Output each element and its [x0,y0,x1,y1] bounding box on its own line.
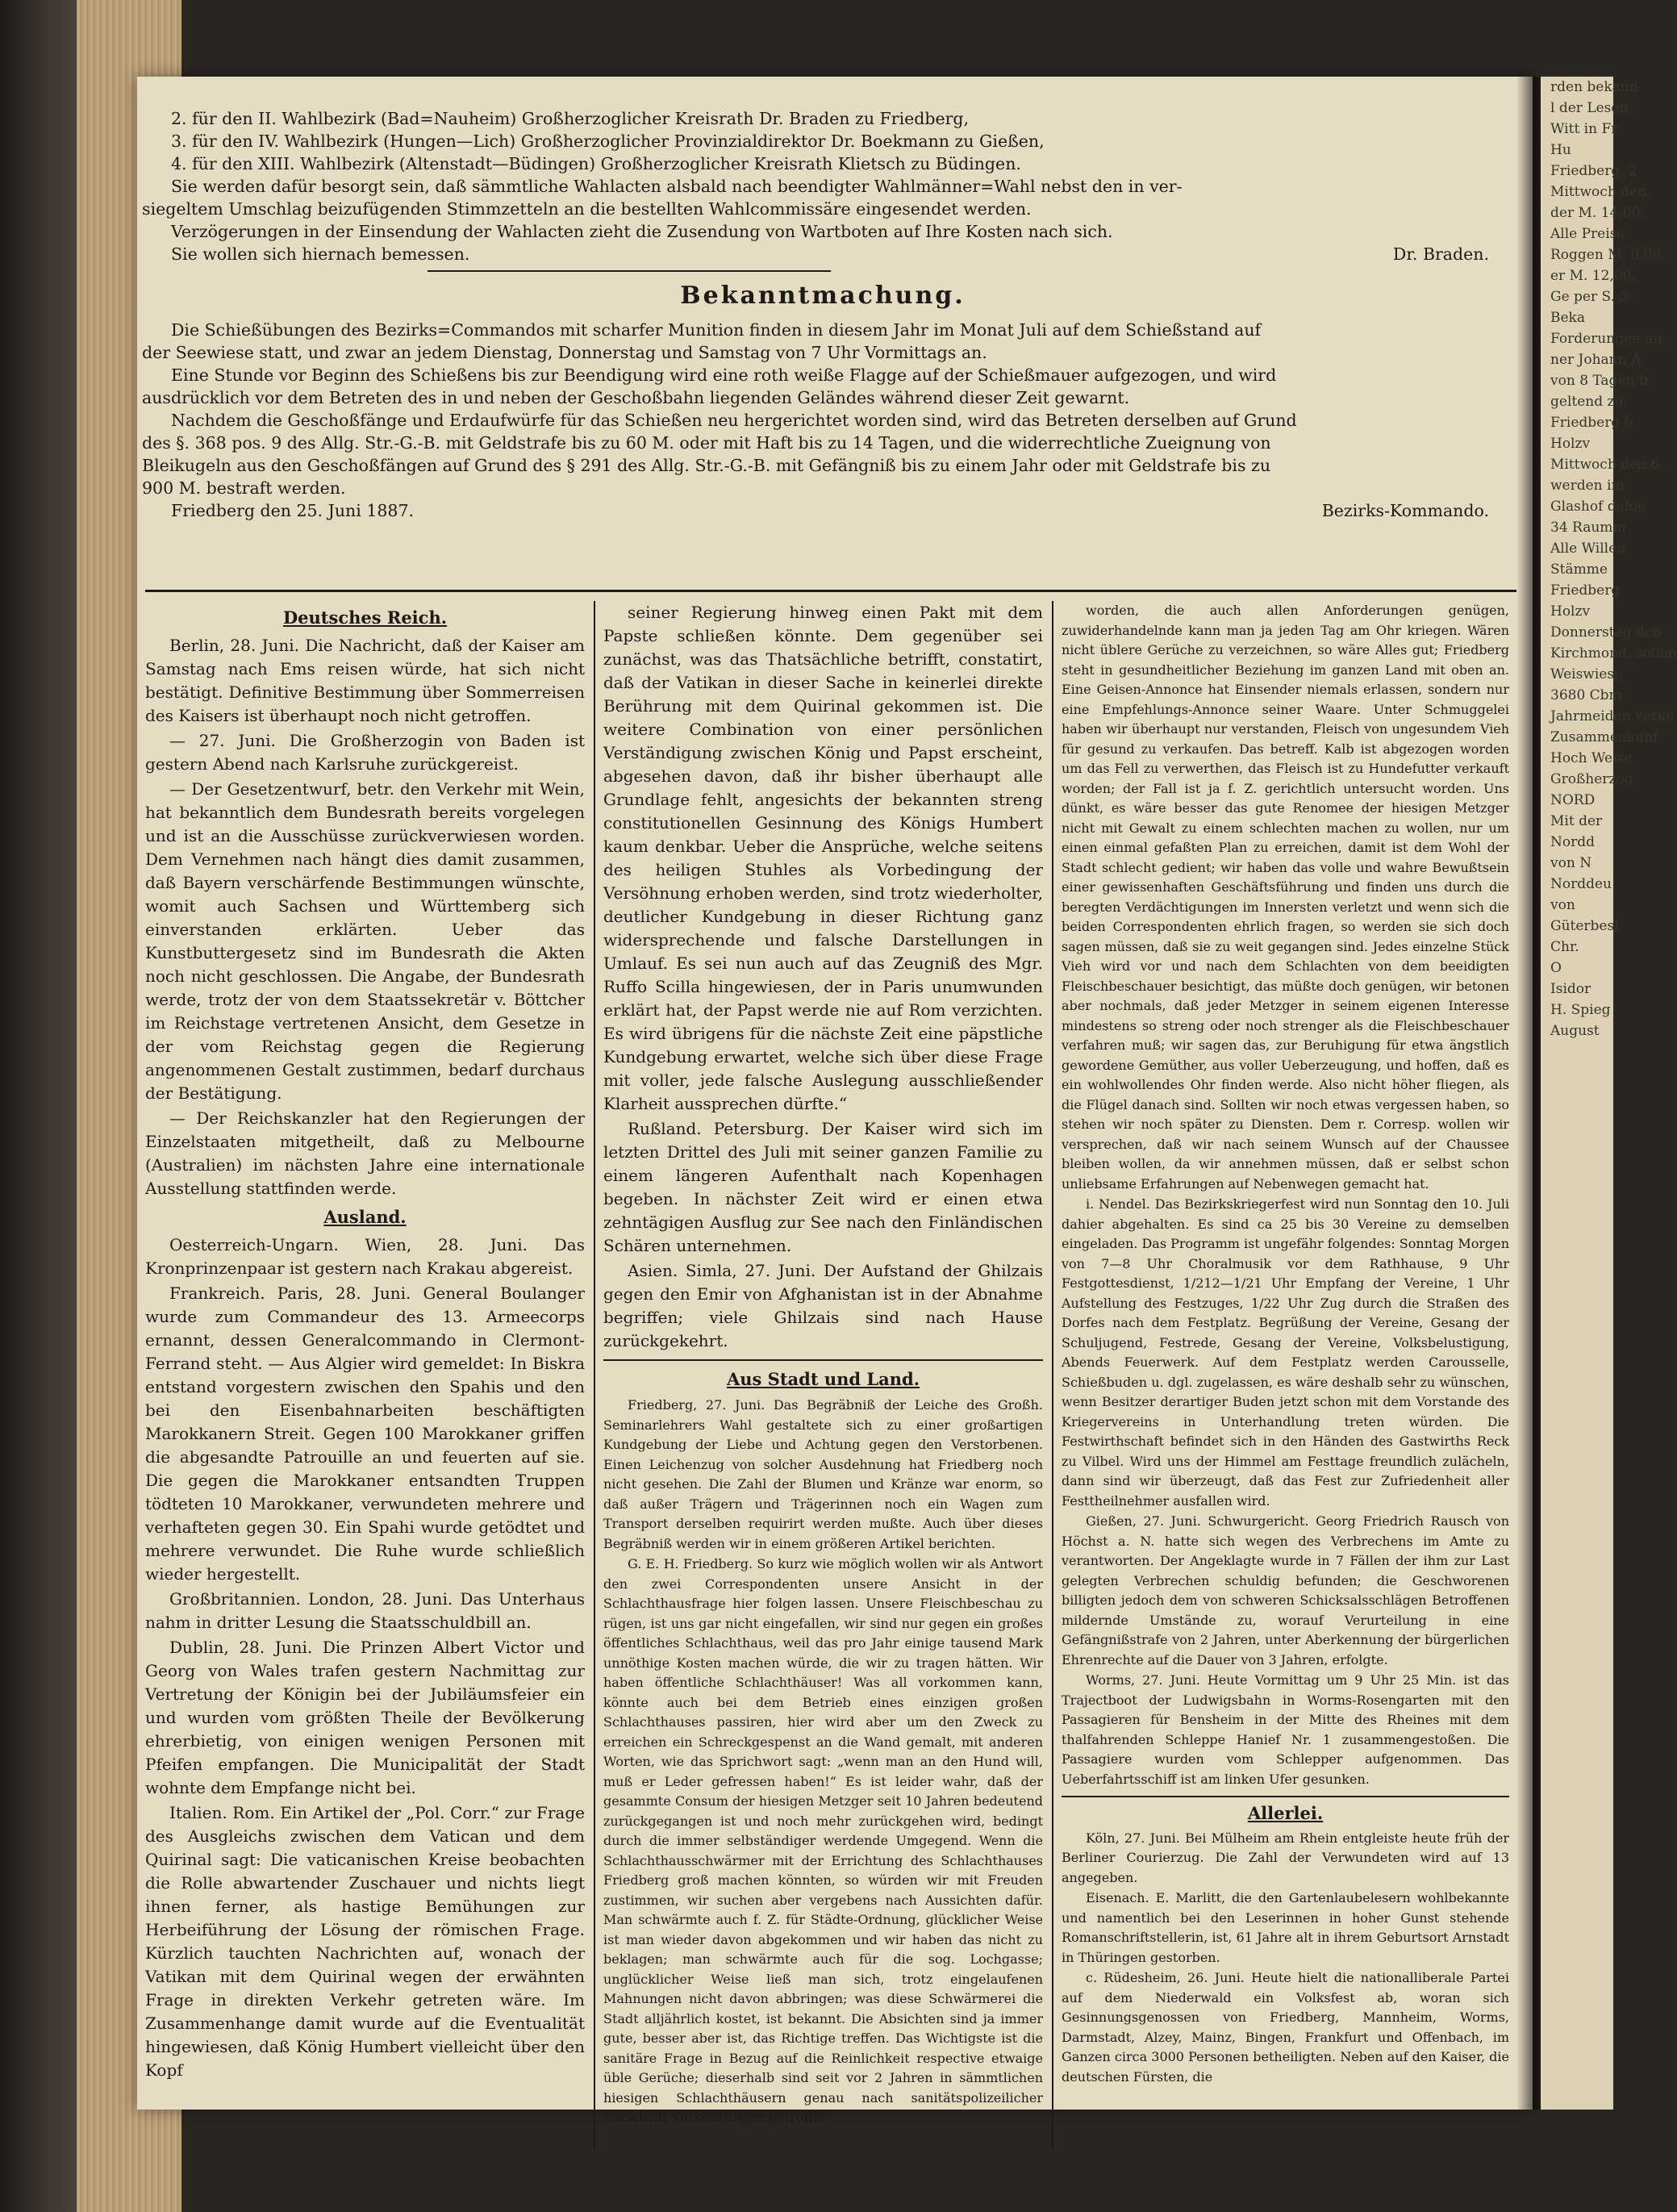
facing-page-fragment-line: Witt in Fr [1550,121,1618,137]
facing-page-fragment-line: Jahrmeiden verke [1550,708,1675,724]
election-notice [142,107,1513,265]
facing-page-fragment-line: von 8 Tagen b [1550,373,1648,389]
facing-page-fragment-line: Isidor [1550,981,1591,997]
notice-line: 4. für den XIII. Wahlbezirk (Altenstadt—Büdingen) Großherzoglicher Kreisrath Klietsch zu Büdingen. [171,154,1021,173]
notice-line: Verzögerungen in der Einsendung der Wahlacten zieht die Zusendung von Wartboten auf Ihre Kosten nach sich. [171,222,1113,241]
notice-line: Nachdem die Geschoßfänge und Erdaufwürfe für das Schießen neu hergerichtet worden sind, wird das Betreten derselben auf Grund [171,411,1297,430]
facing-page-fragment-line: Hoch Weise [1550,750,1633,766]
facing-page-fragment-line: der M. 14,00, [1550,205,1645,221]
masthead-rule [145,590,1516,592]
notice-signature: Dr. Braden. [1392,244,1489,264]
article: Italien. Rom. Ein Artikel der „Pol. Corr.“ zur Frage des Ausgleichs zwischen dem Vatican und dem Quirinal sagt: Die vaticanischen Kreise beobachten die Rolle abwartender Zuschauer und nichts liegt ihnen ferner, als hastige Bemühungen zur Herbeiführung der Lösung der römischen Frage. Kürzlich tauchten Nachrichten auf, wonach der Vatikan mit dem Quirinal wegen der erwähnten Frage in direkten Verkehr getreten wäre. Im Zusammenhange damit wurde auf die Eventualität hingewiesen, daß König Humbert vielleicht über den Kopf [145,1803,585,2080]
notice-line: siegeltem Umschlag beizufügenden Stimmzetteln an die bestellten Wahlcommissäre eingesendet werden. [142,199,1032,219]
article: i. Nendel. Das Bezirkskriegerfest wird nun Sonntag den 10. Juli dahier abgehalten. Es sind ca 25 bis 30 Vereine zu demselben eingeladen. Das Programm ist ungefähr folgendes: Sonntag Morgen von 7—8 Uhr Choralmusik vor dem Rathhause, 9 Uhr Festgottesdienst, 1/212—1/21 Uhr Empfang der Vereine, 1 Uhr Aufstellung des Festzuges, 1/22 Uhr Zug durch die Straßen des Dorfes nach dem Festplatz. Begrüßung der Vereine, Gesang der Schuljugend, Festrede, Gesang der Vereine, Volksbelustigung, Abends Feuerwerk. Auf dem Festplatz werden Carousselle, Schießbuden u. dgl. zugelassen, es wäre deshalb sehr zu wünschen, wenn Besitzer derartiger Buden jetzt schon mit dem Vorstande des Kriegervereins in Unterhandlung treten würden. Die Festwirthschaft befindet sich in den Händen des Gastwirths Reck zu Vilbel. Wird uns der Himmel am Festtage freundlich zulächeln, dann sind wir überzeugt, daß das Fest zur Zufriedenheit aller Festtheilnehmer ausfallen wird. [1062,1196,1509,1509]
newspaper-page [137,77,1533,2125]
article: Gießen, 27. Juni. Schwurgericht. Georg Friedrich Rausch von Höchst a. N. hatte sich wegen des Verbrechens im Amte zu verantworten. Der Angeklagte wurde in 7 Fällen der ihm zur Last gelegten Verbrechen schuldig befunden; die Geschworenen billigten jedoch dem von schweren Schicksalsschlägen Betroffenen mildernde Umstände zu, worauf Verurteilung in eine Gefängnißstrafe von 2 Jahren, unter Aberkennung der bürgerlichen Ehrenrechte auf die Dauer von 3 Jahren, erfolgte. [1062,1513,1509,1667]
facing-page-fragment-line: Großherzog [1550,771,1633,787]
facing-page-fragment-line: Beka [1550,310,1585,326]
heading-aus-stadt-und-land: Aus Stadt und Land. [726,1369,920,1389]
facing-page-fragment-line: Kirchmond, sollen [1550,645,1677,662]
facing-page-fragment-line: l der Lesen [1550,100,1629,116]
notice-line: 2. für den II. Wahlbezirk (Bad=Nauheim) Großherzoglicher Kreisrath Dr. Braden zu Friedberg, [171,109,970,128]
notice-line: ausdrücklich vor dem Betreten des in und neben der Geschoßbahn liegenden Geländes während dieser Zeit gewarnt. [142,388,1130,407]
bekanntmachung-signature: Bezirks-Kommando. [1321,501,1489,520]
article: Oesterreich-Ungarn. Wien, 28. Juni. Das Kronprinzenpaar ist gestern nach Krakau abgereist. [145,1235,585,1278]
bekanntmachung-body [142,319,1513,522]
facing-page-fragment-line: Ge per S. 5 [1550,289,1629,305]
facing-page-fragment-line: 34 Raumm [1550,520,1626,536]
section-divider [428,270,831,272]
facing-page-fragment-line: O [1550,960,1562,976]
article: Köln, 27. Juni. Bei Mülheim am Rhein entgleiste heute früh der Berliner Courierzug. Die Zahl der Verwundeten wird auf 13 angegeben. [1062,1830,1509,1885]
facing-page-fragment-line: Friedberg [1550,582,1621,599]
facing-page-fragment-line: August [1550,1023,1600,1039]
column-divider [1052,601,1053,2150]
book-binding [0,0,77,2212]
facing-page-fragment-line: Güterbest [1550,918,1621,934]
article: worden, die auch allen Anforderungen genügen, zuwiderhandelnde kann man ja jeden Tag am Ohr kriegen. Wären nicht üblere Gerüche zu verzeichnen, so wäre Alles gut; Friedberg steht in gesundheitlicher Beziehung im ganzen Land mit oben an. Eine Geisen-Annonce hat Einsender niemals erlassen, sondern nur eine Empfehlungs-Annonce seiner Waare. Unter Schmuggelei haben wir überhaupt nur verstanden, Fleisch von ungesundem Vieh für gesund zu verkaufen. Das betreff. Kalb ist abgezogen worden um das Fell zu verwerthen, das Fleisch ist zu Hundefutter verkauft worden; der Fall ist ja f. Z. gerichtlich untersucht worden. Uns dünkt, es wäre besser das gute Renomee der hiesigen Metzger nicht mit Gewalt zu einem schlechten machen zu wollen, nur um einen einmal gefaßten Plan zu erreichen, damit ist dem Wohl der Stadt schlecht gedient; wir haben das volle und wahre Bewußtsein einer gewissenhaften Geschäftsführung und finden uns durch die beregten Verdächtigungen im Innersten verletzt und wenn sich die beiden Correspondenten ehrlich fragen, so werden sie sich doch sagen müssen, daß sie zu weit gegangen sind. Jedes einzelne Stück Vieh wird vor und nach dem Schlachten von dem beeidigten Fleischbeschauer besichtigt, das müßte doch genügen, wir betonen aber nochmals, daß jeder Metzger in seinem eigenen Interesse mindestens so streng oder noch strenger als die Fleischbeschauer verfahren muß; wir sagen das, zur Beruhigung für etwa ängstlich gewordene Gemüther, aus voller Ueberzeugung, und hoffen, daß es ein wohlwollendes Ohr finden werde. Also nicht höher fliegen, als die Flügel danach sind. Sollten wir noch etwas vergessen haben, so stehen wir noch später zu Diensten. Dem r. Corresp. wollen wir versprechen, daß wir nach seinem Wunsch auf der Chaussee bleiben wollen, da wir annehmen müssen, daß er selbst schon unliebsame Erfahrungen auf Nebenwegen gemacht hat. [1062,603,1509,1192]
facing-page-fragment-line: Mittwoch den 6 [1550,457,1660,473]
article: seiner Regierung hinweg einen Pakt mit dem Papste schließen könnte. Dem gegenüber sei zunächst, was das Thatsächliche betrifft, constatirt, daß der Vatikan in dieser Sache in keinerlei direkte Berührung mit dem Quirinal gekommen ist. Die weitere Combination von einer persönlichen Verständigung zwischen König und Papst erscheint, abgesehen davon, daß ihr bisher überhaupt alle Grundlage fehlt, angesichts der bekannten streng constitutionellen Gesinnung des Königs Humbert kaum denkbar. Ueber die Ansprüche, welche seitens des heiligen Stuhles als Vorbedingung der Versöhnung erhoben werden, sind trotz wiederholter, deutlicher Kundgebung in dieser Richtung ganz widersprechende und falsche Darstellungen in Umlauf. Es sei nun auch auf das Zeugniß des Mgr. Ruffo Scilla hingewiesen, der in Paris unumwunden erklärt hat, der Papst werde nie auf Rom verzichten. Es wird übrigens für die nächste Zeit eine päpstliche Kundgebung erwartet, welche sich über diese Frage mit voller, jede falsche Auslegung ausschließender Klarheit aussprechen dürfte.“ [603,603,1043,1113]
column-1 [145,601,585,2084]
facing-page-fragment-line: Forderungen an [1550,331,1662,347]
facing-page-fragment-line: Friedberg, 2 [1550,163,1637,179]
facing-page-fragment-line: Glashof dahie [1550,499,1646,515]
article: Friedberg, 27. Juni. Das Begräbniß der Leiche des Großh. Seminarlehrers Wahl gestaltete sich zu einer großartigen Kundgebung der Liebe und Achtung gegen den Verstorbenen. Einen Leichenzug von solcher Ausdehnung hat Friedberg noch nicht gesehen. Die Zahl der Blumen und Kränze war enorm, so daß außer Trägern und Trägerinnen noch ein Wagen zum Transport derselben requirirt werden mußte. Auch über dieses Begräbniß werden wir in einem größeren Artikel berichten. [603,1397,1043,1551]
facing-page-fragment-line: er M. 12,00, [1550,268,1636,284]
article: Dublin, 28. Juni. Die Prinzen Albert Victor und Georg von Wales trafen gestern Nachmittag zur Vertretung der Königin bei der Jubiläumsfeier ein und wurden vom größten Theile der Bevölkerung ehrerbietig, von einigen wenigen Personen mit Pfeifen empfangen. Die Municipalität der Stadt wohnte dem Empfange nicht bei. [145,1638,585,1797]
facing-page-fragment-line: Nordd [1550,834,1596,850]
article: Asien. Simla, 27. Juni. Der Aufstand der Ghilzais gegen den Emir von Afghanistan ist in der Abnahme begriffen; viele Ghilzais sind nach Hause zurückgekehrt. [603,1261,1043,1350]
article: — Der Reichskanzler hat den Regierungen der Einzelstaaten mitgetheilt, daß zu Melbourne (Australien) im nächsten Jahre eine internationale Ausstellung stattfinden werde. [145,1108,585,1198]
facing-page-fragment-line: Friedberg b [1550,415,1633,431]
facing-page-fragment-line: geltend zu [1550,394,1624,410]
facing-page-fragment-line: Holzv [1550,603,1591,620]
facing-page-fragment-line: von N [1550,855,1592,871]
notice-line: 3. für den IV. Wahlbezirk (Hungen—Lich) Großherzoglicher Provinzialdirektor Dr. Boekmann zu Gießen, [171,131,1045,151]
facing-page-fragment-line: Zusammenkunf [1550,729,1658,745]
facing-page-fragment-line: 3680 Cbm [1550,687,1622,703]
facing-page-fragment-line: Mittwoch den [1550,184,1647,200]
article: Großbritannien. London, 28. Juni. Das Unterhaus nahm in dritter Lesung die Staatsschuldbill an. [145,1589,585,1632]
column-2 [603,601,1043,2129]
facing-page-fragment-line: Weiswiese [1550,666,1623,682]
notice-line: der Seewiese statt, und zwar an jedem Dienstag, Donnerstag und Samstag von 7 Uhr Vormittags an. [142,343,987,362]
notice-line: Bleikugeln aus den Geschoßfängen auf Grund des § 291 des Allg. Str.-G.-B. mit Gefängniß bis zu einem Jahr oder mit Geldstrafe bis zu [142,456,1271,475]
heading-ausland: Ausland. [323,1207,407,1227]
facing-page-fragment-line: Holzv [1550,436,1591,452]
stadt-articles [603,1396,1043,2128]
notice-line: des §. 368 pos. 9 des Allg. Str.-G.-B. mit Geldstrafe bis zu 60 M. oder mit Haft bis zu 14 Tagen, und die widerrechtliche Zueignung von [142,433,1271,453]
facing-page-fragment-line: Mit der [1550,813,1603,829]
facing-page-fragment-line: H. Spieg [1550,1002,1611,1018]
facing-page-fragment-line: Donnerstag den [1550,624,1662,641]
facing-page-fragment-line: ner Johann A [1550,352,1642,368]
article: c. Rüdesheim, 26. Juni. Heute hielt die nationalliberale Partei auf dem Niederwald ein Volksfest ab, woran sich Gesinnungsgenossen von Friedberg, Mannheim, Worms, Darmstadt, Alzey, Mainz, Bingen, Frankfurt und Offenbach, im Ganzen circa 3000 Personen betheiligten. Neben auf den Kaiser, die deutschen Fürsten, die [1062,1970,1509,2085]
notice-line: Sie werden dafür besorgt sein, daß sämmtliche Wahlacten alsbald nach beendigter Wahlmänner=Wahl nebst den in ver- [171,177,1183,196]
facing-page-fragment-line: Chr. [1550,939,1579,955]
facing-page-fragment-line: Alle Preise [1550,226,1625,242]
facing-page-fragment-line: werden im [1550,478,1625,494]
article: Frankreich. Paris, 28. Juni. General Boulanger wurde zum Commandeur des 13. Armeecorps ernannt, dessen Generalcommando in Clermont-Ferrand steht. — Aus Algier wird gemeldet: In Biskra entstand vorgestern zwischen den Spahis und den bei den Eisenbahnarbeiten beschäftigten Marokkanern Streit. Gegen 100 Marokkaner griffen die abgesandte Patrouille an und feuerten auf sie. Die gegen die Marokkaner entsandten Truppen tödteten 10 Marokkaner, verwundeten mehrere und verhafteten gegen 30. Ein Spahi wurde getödtet und mehrere verwundet. Die Ruhe wurde schließlich wieder hergestellt. [145,1283,585,1584]
facing-page-fragment-line: Norddeu [1550,876,1612,892]
article: — Der Gesetzentwurf, betr. den Verkehr mit Wein, hat bekanntlich dem Bundesrath bereits vorgelegen und ist an die Ausschüsse zurückverwiesen worden. Dem Vernehmen nach hängt dies damit zusammen, daß Bayern verschärfende Bestimmungen wünschte, womit auch Sachsen und Württemberg sich einverstanden erklärten. Ueber das Kunstbuttergesetz sind im Bundesrath die Akten noch nicht geschlossen. Die Angabe, der Bundesrath werde, trotz der von dem Staatssekretär v. Böttcher im Reichstage vertretenen Ansicht, dem Gesetze in der vom Reichstag gegen die Regierung angenommenen Gestalt zustimmen, bedarf durchaus der Bestätigung. [145,779,585,1103]
facing-page-fragment-line: von [1550,897,1575,913]
article: Rußland. Petersburg. Der Kaiser wird sich im letzten Drittel des Juli mit seiner ganzen Familie zu einem längeren Aufenthalt nach Kopenhagen begeben. In nächster Zeit wird er einen etwa zehntägigen Ausflug zur See nach den Finländischen Schären unternehmen. [603,1119,1043,1255]
facing-page-fragment-line: Roggen M. 0,00, [1550,247,1666,263]
facing-page-fragment-line: Hu [1550,142,1571,158]
heading-deutsches-reich: Deutsches Reich. [282,607,448,628]
article: Eisenach. E. Marlitt, die den Gartenlaubelesern wohlbekannte und namentlich bei den Leserinnen in hoher Gunst stehende Romanschriftstellerin, ist, 61 Jahre alt in ihrem Geburtsort Arnstadt in Thüringen gestorben. [1062,1890,1509,1965]
facing-page-fragment [1541,77,1677,2110]
bekanntmachung-footer [142,499,1513,522]
article: — 27. Juni. Die Großherzogin von Baden ist gestern Abend nach Karlsruhe zurückgereist. [145,731,585,774]
column-3 [1062,601,1509,2088]
facing-page-fragment-line: Stämme [1550,561,1608,578]
facing-page-text [1541,77,1677,1041]
notice-line: Eine Stunde vor Beginn des Schießens bis zur Beendigung wird eine roth weiße Flagge auf der Schießmauer aufgezogen, und wird [171,365,1277,385]
notice-line: Die Schießübungen des Bezirks=Commandos mit scharfer Munition finden in diesem Jahr im Monat Juli auf dem Schießstand auf [171,320,1262,340]
section-divider [603,1359,1043,1361]
facing-page-fragment-line: Alle Willen [1550,540,1626,557]
notice-line: 900 M. bestraft werden. [142,478,346,498]
bekanntmachung-date: Friedberg den 25. Juni 1887. [171,501,415,520]
article: G. E. H. Friedberg. So kurz wie möglich wollen wir als Antwort den zwei Correspondenten unsere Ansicht in der Schlachthausfrage hier folgen lassen. Unsere Fleischbeschau zu rügen, ist uns gar nicht eingefallen, wir sind nur gegen ein großes öffentliches Schlachthaus, weil das pro Jahr einige tausend Mark unnöthige Kosten machen würde, die wir zu tragen hätten. Wir haben öffentliche Schlachthäuser! Was all vorkommen kann, könnte auch bei dem Betrieb eines einzigen großen Schlachthauses passiren, hier wird aber um den Zweck zu erreichen ein Schreckgespenst an die Wand gemalt, mit anderen Worten, wie das Sprichwort sagt: „wenn man an den Hund will, muß er Leder gefressen haben!“ Es ist leider wahr, daß der gesammte Consum der hiesigen Metzger seit 10 Jahren bedeutend zurückgegangen ist und noch mehr zurückgehen wird, bedingt durch die immer selbständiger werdende Umgegend. Wenn die Schlachthausschwärmer mit der Errichtung des Schlachthauses Friedberg groß machen könnten, so würden wir mit Freuden zustimmen, wir suchen aber vergebens nach Aussichten dafür. Man schwärmte auch f. Z. für Städte-Ordnung, glücklicher Weise ist man wieder davon abgekommen und wir haben das nicht zu beklagen; man schwärmte auch für die sog. Lochgasse; unglücklicher Weise ließ man sich, trotz eingelaufenen Mahnungen nicht davon abbringen; was diese Schwärmerei die Stadt alljährlich kostet, ist bekannt. Die Absichten sind ja immer gute, besser aber ist, das Richtige treffen. Das Wichtigste ist die sanitäre Frage in Bezug auf die Reinlichkeit respective etwaige üble Gerüche; dieserhalb sind seit vor 2 Jahren in sämmtlichen hiesigen Schlachthäusern genau nach sanitätspolizeilicher Vorschrift Vorkehrungen getroffen [603,1556,1043,2125]
notice-line: Sie wollen sich hiernach bemessen. [171,244,470,264]
article: Worms, 27. Juni. Heute Vormittag um 9 Uhr 25 Min. ist das Trajectboot der Ludwigsbahn in Worms-Rosengarten mit den Passagieren für Bensheim in der Mitte des Rheines mit dem thalfahrenden Schleppe Hanief Nr. 1 zusammengestoßen. Die Passagiere wurden vom Schlepper aufgenommen. Das Ueberfahrtsschiff ist am linken Ufer gesunken. [1062,1672,1509,1787]
section-divider [1062,1796,1509,1797]
facing-page-fragment-line: rden bekann [1550,79,1638,95]
facing-page-fragment-line: NORD [1550,792,1596,808]
article: Berlin, 28. Juni. Die Nachricht, daß der Kaiser am Samstag nach Ems reisen würde, hat sich nicht bestätigt. Definitive Bestimmung über Sommerreisen des Kaisers ist überhaupt noch nicht getroffen. [145,636,585,725]
column-divider [594,601,595,2150]
bekanntmachung-title: Bekanntmachung. [680,282,966,310]
heading-allerlei: Allerlei. [1247,1803,1324,1823]
